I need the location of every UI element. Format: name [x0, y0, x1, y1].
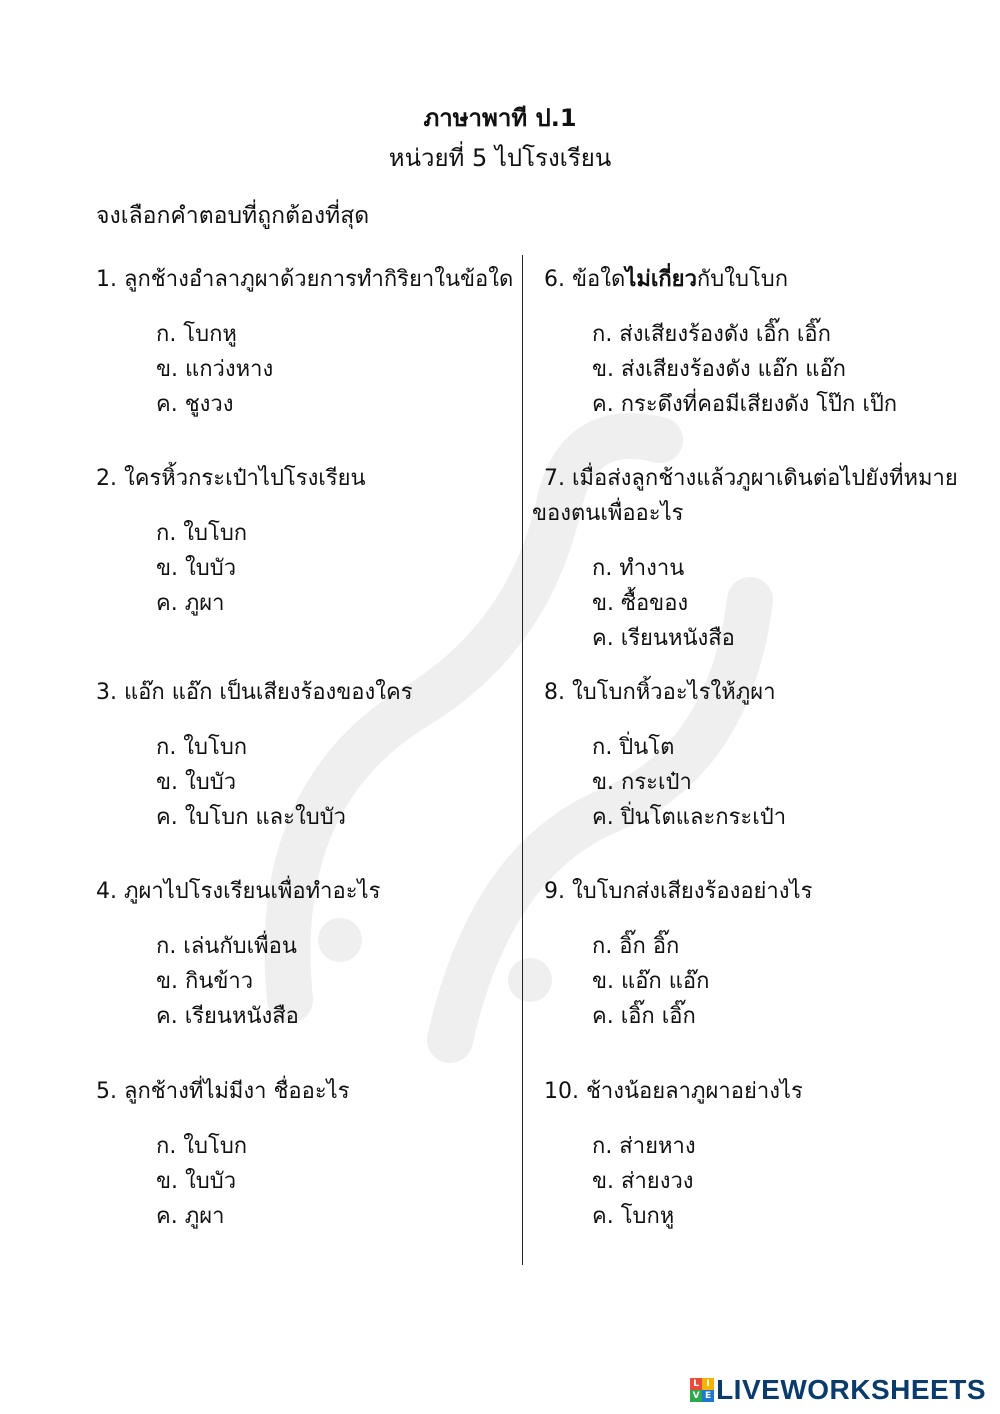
- option-c[interactable]: ค. ภูผา: [156, 591, 225, 616]
- option-b[interactable]: ข. กระเป๋า: [592, 770, 692, 795]
- option-a[interactable]: ก. ส่งเสียงร้องดัง เอิ๊ก เอิ๊ก: [592, 322, 831, 347]
- question-text: [532, 262, 972, 297]
- option-b[interactable]: ข. ใบบัว: [156, 770, 237, 795]
- option-c[interactable]: ค. เรียนหนังสือ: [156, 1004, 299, 1029]
- liveworksheets-logo: [690, 1374, 986, 1406]
- answer-options: [96, 516, 516, 621]
- option-a[interactable]: ก. ส่ายหาง: [592, 1134, 696, 1159]
- answer-options: [532, 551, 972, 656]
- question-text: 2. ใครหิ้วกระเป๋าไปโรงเรียน: [96, 466, 366, 491]
- option-c[interactable]: ค. โบกหู: [592, 1204, 675, 1229]
- question-4: [96, 874, 516, 1034]
- option-c[interactable]: ค. ชูงวง: [156, 392, 234, 417]
- option-b[interactable]: ข. ซื้อของ: [592, 591, 689, 616]
- column-divider: [522, 255, 523, 1265]
- question-10: [532, 1074, 972, 1234]
- option-b[interactable]: ข. แอ๊ก แอ๊ก: [592, 969, 710, 994]
- question-text-start: 6. ข้อใด: [544, 267, 626, 292]
- option-c[interactable]: ค. ภูผา: [156, 1204, 225, 1229]
- logo-tile: E: [702, 1390, 714, 1402]
- question-text: 8. ใบโบกหิ้วอะไรให้ภูผา: [544, 680, 776, 705]
- option-a[interactable]: ก. ใบโบก: [156, 521, 248, 546]
- question-5: [96, 1074, 516, 1234]
- answer-options: [532, 730, 972, 835]
- option-c[interactable]: ค. ปิ่นโตและกระเป๋า: [592, 805, 787, 830]
- option-a[interactable]: ก. เล่นกับเพื่อน: [156, 934, 297, 959]
- question-6: [532, 262, 972, 422]
- worksheet-title: ภาษาพาที ป.1: [423, 104, 577, 132]
- question-text: 4. ภูผาไปโรงเรียนเพื่อทำอะไร: [96, 879, 381, 904]
- question-2: [96, 461, 516, 621]
- question-9: [532, 874, 972, 1034]
- option-a[interactable]: ก. ใบโบก: [156, 735, 248, 760]
- question-8: [532, 675, 972, 835]
- option-b[interactable]: ข. ใบบัว: [156, 1169, 237, 1194]
- question-text: 10. ช้างน้อยลาภูผาอย่างไร: [544, 1079, 803, 1104]
- option-b[interactable]: ข. ใบบัว: [156, 556, 237, 581]
- option-c[interactable]: ค. เอิ๊ก เอิ๊ก: [592, 1004, 696, 1029]
- question-text: 7. เมื่อส่งลูกช้างแล้วภูผาเดินต่อไปยังที่หมายของตนเพื่ออะไร: [532, 466, 958, 526]
- option-b[interactable]: ข. ส่ายงวง: [592, 1169, 694, 1194]
- option-c[interactable]: ค. ใบโบก และใบบัว: [156, 805, 347, 830]
- question-1: [96, 262, 516, 422]
- question-text-end: กับใบโบก: [696, 267, 789, 292]
- option-b[interactable]: ข. ส่งเสียงร้องดัง แอ๊ก แอ๊ก: [592, 357, 846, 382]
- question-text-emphasis: ไม่เกี่ยว: [625, 267, 697, 292]
- option-a[interactable]: ก. ใบโบก: [156, 1134, 248, 1159]
- question-3: [96, 675, 516, 835]
- answer-options: [532, 929, 972, 1034]
- answer-options: [96, 730, 516, 835]
- answer-options: [96, 1129, 516, 1234]
- option-c[interactable]: ค. เรียนหนังสือ: [592, 626, 735, 651]
- logo-tile: L: [690, 1378, 702, 1390]
- option-b[interactable]: ข. แกว่งหาง: [156, 357, 274, 382]
- option-a[interactable]: ก. อิ๊ก อิ๊ก: [592, 934, 680, 959]
- option-b[interactable]: ข. กินข้าว: [156, 969, 254, 994]
- question-text: 3. แอ๊ก แอ๊ก เป็นเสียงร้องของใคร: [96, 680, 413, 705]
- question-text: 5. ลูกช้างที่ไม่มีงา ชื่ออะไร: [96, 1079, 350, 1104]
- answer-options: [532, 317, 972, 422]
- instruction-text: จงเลือกคำตอบที่ถูกต้องที่สุด: [96, 203, 370, 229]
- logo-icon: [690, 1378, 714, 1402]
- option-a[interactable]: ก. ปิ่นโต: [592, 735, 675, 760]
- logo-tile: I: [702, 1378, 714, 1390]
- option-c[interactable]: ค. กระดึงที่คอมีเสียงดัง โป๊ก เป๊ก: [592, 392, 898, 417]
- question-7: [532, 461, 972, 656]
- question-text: 1. ลูกช้างอำลาภูผาด้วยการทำกิริยาในข้อใด: [96, 267, 514, 292]
- logo-tile: V: [690, 1390, 702, 1402]
- question-text: 9. ใบโบกส่งเสียงร้องอย่างไร: [544, 879, 813, 904]
- answer-options: [532, 1129, 972, 1234]
- answer-options: [96, 317, 516, 422]
- answer-options: [96, 929, 516, 1034]
- brand-name: LIVEWORKSHEETS: [716, 1374, 986, 1405]
- option-a[interactable]: ก. โบกหู: [156, 322, 237, 347]
- option-a[interactable]: ก. ทำงาน: [592, 556, 685, 581]
- worksheet-subtitle: หน่วยที่ 5 ไปโรงเรียน: [388, 144, 612, 172]
